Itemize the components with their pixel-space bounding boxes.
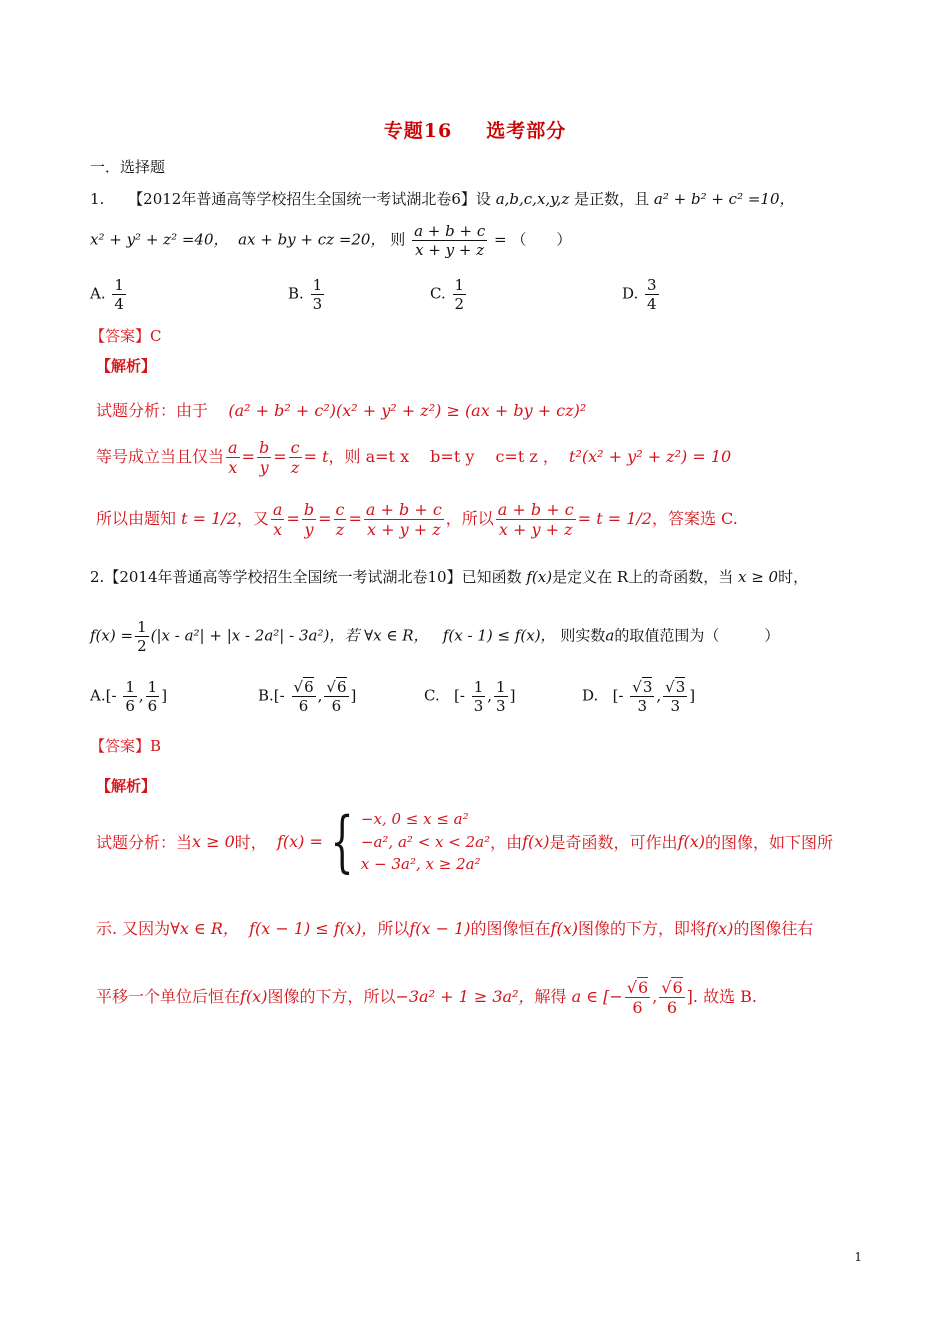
q1-vars: a,b,c,x,y,z (495, 190, 570, 208)
q1-option-d-label: D. (622, 284, 639, 303)
q2-set-r: R (616, 568, 629, 586)
q1-fraction (412, 222, 487, 259)
q2-cases: { −x, 0 ≤ x ≤ a² −a², a² < x < 2a² x − 3a², x ≥ 2a² (330, 802, 491, 880)
q2-option-c: C. [- $\frac{1}{3}$ , $\frac{1}{3}$ ] (424, 678, 516, 715)
q2-analysis-line3-in: a ∈ [− (571, 987, 623, 1007)
q1-analysis-line2-text: 等号成立当且仅当 (96, 447, 225, 467)
q2-option-c-den2: 3 (496, 697, 506, 715)
q1-answer: 【答案】C (90, 327, 162, 345)
q2-option-c-label: C. (424, 686, 440, 705)
q2-option-b-root: √ (293, 678, 304, 696)
q2-analysis-line3-b: 图像的下方，所以 (267, 987, 396, 1007)
q2-option-d-root2: √ (665, 678, 675, 696)
q2-def-right: (|x - a²| + |x - 2a²| - 3a²)，若 (150, 626, 360, 645)
title-main: 专题16 (383, 120, 453, 142)
q1-analysis-line3-again: ，又 (236, 509, 269, 529)
q1-source: 【2012年普通高等学校招生全国统一考试湖北卷6】 (128, 190, 476, 208)
q2-analysis-line3-c: 解得 (534, 987, 567, 1007)
q2-analysis-line2-d: 图像的下方，即将 (577, 919, 706, 938)
q2-analysis-line2-f1: f(x − 1) (409, 919, 471, 938)
q1-option-d (622, 276, 661, 313)
q2-analysis-line2-e: 的图像往右 (733, 919, 814, 938)
q1-stem-c: 则 (390, 230, 406, 249)
q2-stem-b: 是定义在 (552, 568, 613, 586)
q2-case-3: x − 3a², x ≥ 2a² (360, 855, 481, 873)
q2-analysis-line1-fx2: f(x) (677, 832, 705, 852)
q2-stem-d: 时， (778, 568, 809, 586)
q2-analysis-line1-odd: 是奇函数，可作出 (549, 833, 678, 853)
q2-answer: 【答案】B (90, 737, 162, 755)
q2-option-b-den: 6 (298, 697, 309, 715)
q1-option-b-num: 1 (312, 276, 323, 294)
q2-analysis-line1-by: ，由 (490, 833, 523, 853)
q1-option-a-den: 4 (114, 295, 124, 313)
q1-option-c (430, 276, 468, 313)
q1-option-d-num: 3 (647, 276, 657, 294)
q1-analysis-line2-math: t²(x² + y² + z²) = 10 (569, 447, 732, 467)
q1-stem-line2 (90, 222, 571, 259)
q1-option-d-den: 4 (647, 295, 657, 313)
q1-analysis-line3-end: ，答案选 C. (651, 509, 738, 529)
q1-analysis-line3-eq: = t = 1/2 (577, 509, 652, 529)
q2-analysis-label: 【解析】 (96, 777, 157, 795)
q1-analysis-line2-eq: = t (303, 447, 329, 467)
q2-option-d-root: √ (632, 678, 642, 696)
q1-analysis-line2-then: ，则 a=t x b=t y c=t z ， (328, 447, 559, 467)
q2-analysis-line3-den2: 6 (666, 998, 678, 1018)
q2-analysis-line1-graph: 的图像，如下图所 (705, 833, 834, 853)
q1-analysis-line1-text: 试题分析：由于 (96, 401, 209, 420)
q2-cond: x ≥ 0 (737, 568, 779, 586)
q1-option-a-num: 1 (114, 276, 124, 294)
q1-option-b-den: 3 (312, 295, 323, 313)
q2-analysis-line2-fx2: f(x) (705, 919, 734, 938)
q2-option-d-den: 3 (637, 697, 648, 715)
q1-cond2: x² + y² + z² =40， (90, 230, 229, 249)
q2-stem-a: 已知函数 (461, 568, 522, 586)
q1-analysis-line1-math: (a² + b² + c²)(x² + y² + z²) ≥ (ax + by + cz)² (228, 401, 587, 420)
q2-analysis-line3: 平移一个单位后恒在f(x)图像的下方，所以−3a² + 1 ≥ 3a²，解得 a ∈ [− $\frac{√6}{6}$ , $\frac{√6}{6}$ ]. 故选 B. (96, 978, 758, 1018)
q2-option-b: B.[- $\frac{√6}{6}$ , $\frac{√6}{6}$ ] (258, 678, 357, 715)
q1-stem-line1 (90, 188, 795, 209)
q2-analysis-line3-num: 6 (638, 978, 649, 997)
q1-analysis-line3-text: 所以由题知 (96, 509, 177, 529)
q2-analysis-line3-a: 平移一个单位后恒在 (96, 987, 241, 1007)
q2-option-a-num2: 1 (147, 678, 158, 696)
q2-analysis-line1 (96, 802, 834, 880)
q2-option-d: D. [- $\frac{√3}{3}$ , $\frac{√3}{3}$ ] (582, 678, 696, 715)
q2-analysis-line2-ineq: f(x − 1) ≤ f(x)， (249, 919, 378, 938)
q2-analysis-line1-text: 试题分析：当 (96, 833, 193, 853)
q2-ineq: f(x - 1) ≤ f(x)， (442, 626, 556, 645)
q1-option-b-label: B. (288, 284, 304, 303)
q2-analysis-line3-ineq: −3a² + 1 ≥ 3a²， (395, 987, 535, 1007)
q2-case-2: −a², a² < x < 2a² (360, 832, 491, 851)
q2-stem-f: 的取值范围为（ ） (614, 626, 780, 645)
q2-option-d-den2: 3 (670, 697, 680, 715)
q2-option-a: A.[- $\frac{1}{6}$ , $\frac{1}{6}$ ] (90, 678, 168, 715)
q2-case-1: −x, 0 ≤ x ≤ a² (360, 810, 469, 828)
q2-analysis-line2-c: 的图像恒在 (470, 919, 551, 938)
q2-analysis-line2 (96, 916, 813, 939)
q2-analysis-line1-when: 时， (234, 833, 267, 853)
q1-fraction-den: x + y + z (415, 241, 485, 259)
q2-number: 2. (90, 568, 105, 586)
q2-analysis-line2-b: 所以 (377, 919, 410, 938)
q2-analysis-line2-fx: f(x) (550, 919, 578, 938)
q1-option-b (288, 276, 326, 313)
q2-analysis-line2-a: 示. 又因为 (96, 919, 171, 938)
q2-stem-c: 上的奇函数，当 (628, 568, 734, 586)
q2-option-b-label: B. (258, 686, 274, 705)
q1-option-a-label: A. (90, 284, 106, 303)
q2-option-d-label: D. (582, 686, 599, 705)
q2-option-d-num: 3 (642, 678, 653, 696)
q1-cond3: ax + by + cz =20， (238, 230, 386, 249)
q2-option-d-num2: 3 (675, 678, 686, 696)
q2-source: 【2014年普通高等学校招生全国统一考试湖北卷10】 (104, 568, 462, 586)
q2-analysis-line3-root2: √ (661, 978, 672, 997)
q1-option-c-num: 1 (454, 276, 465, 294)
q1-analysis-line3-so: ，所以 (445, 509, 494, 529)
q2-option-b-den2: 6 (331, 697, 342, 715)
q2-analysis-line3-end: ]. 故选 B. (686, 987, 758, 1007)
q2-analysis-line3-root: √ (626, 978, 637, 997)
q2-analysis-line3-fx: f(x) (240, 987, 268, 1007)
page-title (0, 116, 950, 143)
q1-fraction-num: a + b + c (414, 222, 486, 240)
q1-stem-b: 是正数，且 (574, 190, 650, 208)
q2-option-a-den2: 6 (147, 697, 158, 715)
q2-stem-line2: f(x) = $\frac{1}{2}$ (|x - a²| + |x - 2a²| - 3a²)，若 ∀x ∈ R， f(x - 1) ≤ f(x)， 则实数a的取值范围为（ ） (90, 618, 780, 655)
q2-option-a-den: 6 (125, 697, 135, 715)
q2-analysis-line1-fx: f(x) (522, 832, 550, 852)
q2-option-c-den: 3 (473, 697, 484, 715)
q2-stem-e: 则实数 (560, 626, 606, 645)
q2-option-b-num: 6 (304, 678, 314, 696)
q1-analysis-line3-t: t = 1/2 (181, 509, 237, 529)
q2-stem-line1 (90, 566, 808, 587)
q1-option-c-den: 2 (454, 295, 465, 313)
q1-stem-d: = （ ） (494, 230, 572, 249)
q2-option-c-num2: 1 (496, 678, 506, 696)
q1-analysis-label: 【解析】 (96, 357, 157, 375)
q2-var-a: a (605, 626, 615, 645)
q2-analysis-line2-forall: ∀x ∈ R， (170, 919, 239, 938)
q1-cond1: a² + b² + c² =10， (653, 190, 795, 208)
q2-fx: f(x) (526, 568, 553, 586)
q1-number: 1. (90, 190, 105, 208)
section-heading: 一．选择题 (90, 158, 166, 176)
q2-analysis-line1-cond: x ≥ 0 (192, 832, 235, 852)
q2-option-a-label: A. (90, 686, 106, 705)
q1-analysis-line1 (96, 398, 586, 421)
q2-option-b-root2: √ (326, 678, 336, 696)
q2-def-left: f(x) = (90, 626, 134, 645)
q2-option-a-num: 1 (125, 678, 135, 696)
q2-analysis-line3-den: 6 (632, 998, 643, 1018)
title-sub: 选考部分 (486, 120, 567, 142)
q1-analysis-line3: 所以由题知 t = 1/2，又 $\frac{a}{x}$ = $\frac{b}{y}$ = $\frac{c}{z}$ = $\frac{a + b + c}{x + y + z}$ ，所以 $\frac{a + b + c}{x + y + z}$ = t = 1/2，答案选 C. (96, 500, 738, 540)
q2-option-c-num: 1 (473, 678, 484, 696)
q1-analysis-line2: 等号成立当且仅当 $\frac{a}{x}$ = $\frac{b}{y}$ = $\frac{c}{z}$ = t，则 a=t x b=t y c=t z ， t²(x² + y² + z²) = 10 (96, 438, 732, 478)
q2-forall: ∀x ∈ R， (364, 626, 429, 645)
q2-option-b-num2: 6 (336, 678, 347, 696)
q1-option-a (90, 276, 128, 313)
q2-analysis-line1-f: f(x) = (276, 832, 323, 852)
q1-option-c-label: C. (430, 284, 446, 303)
q2-analysis-line3-num2: 6 (672, 978, 683, 997)
page-number: 1 (854, 1250, 862, 1264)
q1-stem-a: 设 (475, 190, 491, 208)
